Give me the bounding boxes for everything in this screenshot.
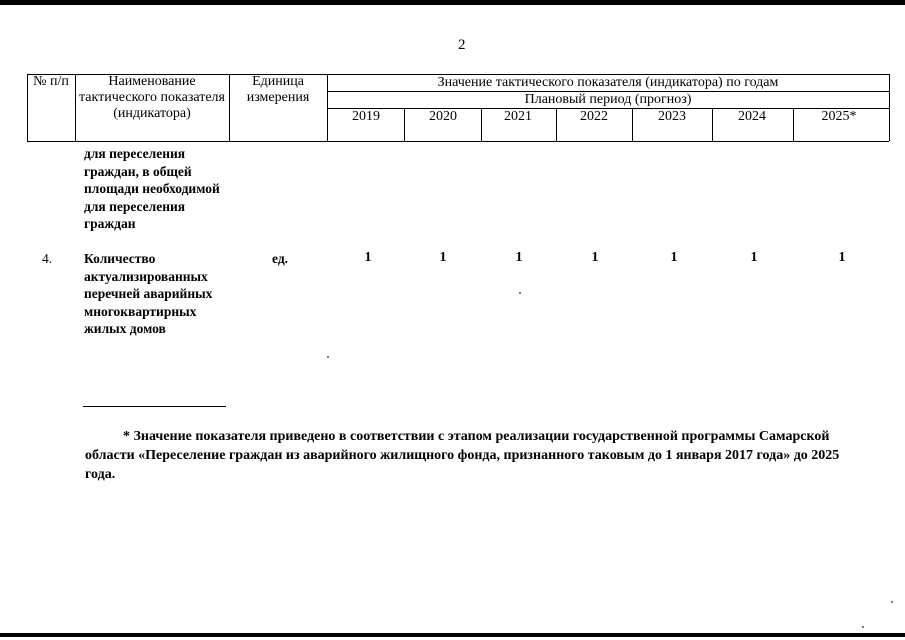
header-num: № п/п [33, 74, 69, 89]
scan-speck [519, 292, 521, 294]
value-2025: 1 [838, 250, 846, 265]
row-unit: ед. [272, 251, 289, 266]
year-2022: 2022 [580, 109, 608, 124]
year-2021: 2021 [504, 109, 532, 124]
value-2023: 1 [670, 250, 678, 265]
scan-speck [327, 356, 329, 358]
value-2022: 1 [591, 250, 599, 265]
value-2021: 1 [515, 250, 523, 265]
header-period: Плановый период (прогноз) [524, 92, 692, 107]
row-name: Количество актуализированных перечней аварийных многоквартирных жилых домов [84, 251, 213, 336]
header-value-group: Значение тактического показателя (индикатора) по годам [437, 75, 779, 90]
year-2020: 2020 [429, 109, 457, 124]
year-2024: 2024 [738, 109, 766, 124]
page-number: 2 [458, 37, 466, 53]
footnote-rule [83, 406, 226, 407]
scan-speck [891, 601, 893, 603]
year-2023: 2023 [658, 109, 686, 124]
top-border [0, 0, 905, 5]
continuation-text: для переселения граждан, в общей площади необходимой для переселения граждан [84, 146, 220, 231]
scan-speck [862, 626, 864, 628]
value-2024: 1 [750, 250, 758, 265]
year-2019: 2019 [352, 109, 380, 124]
footnote: * Значение показателя приведено в соответствии с этапом реализации государственной программы Самарской области «Переселение граждан из аварийного жилищного фонда, признанного таковым до 1 января 2017 года» до 2025 года. [85, 429, 840, 482]
header-unit: Единица измерения [246, 74, 310, 105]
value-2019: 1 [364, 250, 372, 265]
year-2025: 2025* [821, 109, 857, 124]
row-num: 4. [42, 251, 53, 266]
header-name: Наименование тактического показателя (индикатора) [79, 74, 225, 121]
value-2020: 1 [439, 250, 447, 265]
bottom-border [0, 633, 905, 637]
